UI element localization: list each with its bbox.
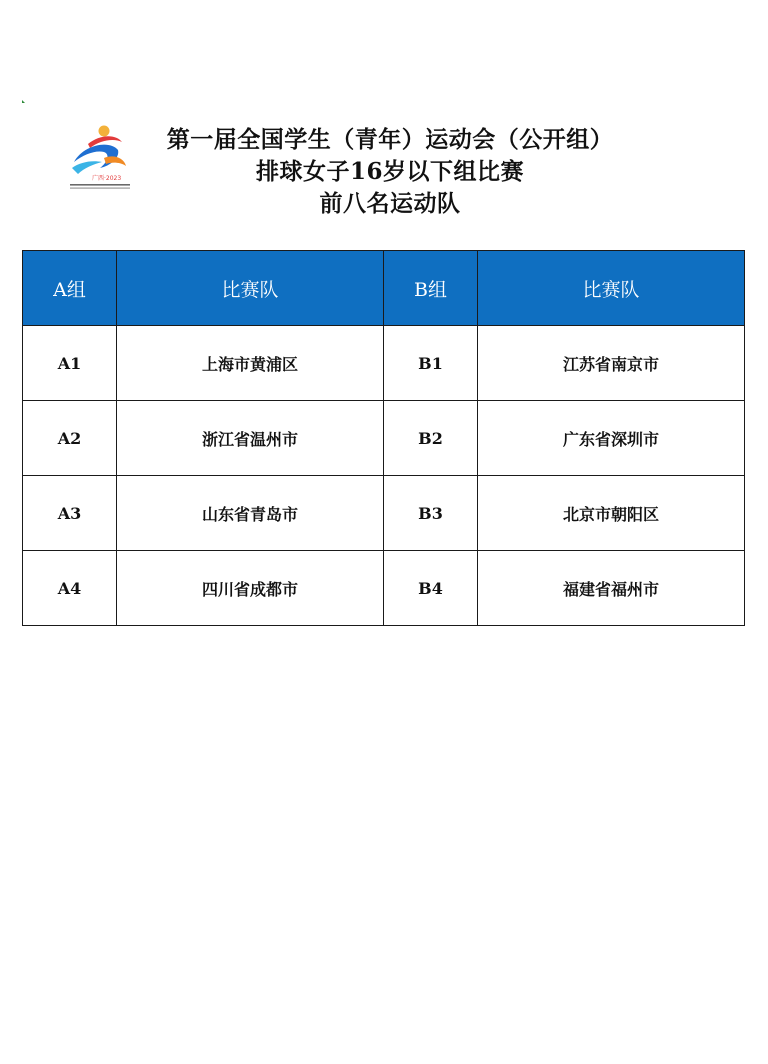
title-line-2: 排球女子16岁以下组比赛 (255, 158, 524, 185)
a-code-cell: A3 (23, 476, 117, 551)
table-row (23, 401, 745, 476)
table-row (23, 476, 745, 551)
b-code-cell: B4 (384, 551, 478, 626)
b-code-cell: B1 (384, 326, 478, 401)
b-team-cell: 北京市朝阳区 (478, 476, 745, 551)
title-line-1: 第一届全国学生（青年）运动会（公开组） (166, 126, 614, 153)
header-team-b: 比赛队 (478, 251, 745, 326)
a-team-cell: 上海市黄浦区 (117, 326, 384, 401)
table-row (23, 326, 745, 401)
a-team-cell: 四川省成都市 (117, 551, 384, 626)
logo-caption: 广西·2023 (92, 175, 122, 182)
header-team-a: 比赛队 (117, 251, 384, 326)
title-line-3: 前八名运动队 (319, 190, 461, 217)
games-logo-graphic (58, 118, 142, 192)
a-code-cell: A1 (23, 326, 117, 401)
games-logo (58, 118, 142, 192)
a-team-cell: 山东省青岛市 (117, 476, 384, 551)
b-code-cell: B3 (384, 476, 478, 551)
b-code-cell: B2 (384, 401, 478, 476)
b-team-cell: 广东省深圳市 (478, 401, 745, 476)
teams-table (22, 250, 745, 626)
a-code-cell: A2 (23, 401, 117, 476)
table-header-row (23, 251, 745, 326)
b-team-cell: 江苏省南京市 (478, 326, 745, 401)
page-title (148, 124, 632, 220)
corner-mark (22, 100, 25, 103)
header-group-a: A组 (23, 251, 117, 326)
b-team-cell: 福建省福州市 (478, 551, 745, 626)
header-group-b: B组 (384, 251, 478, 326)
a-team-cell: 浙江省温州市 (117, 401, 384, 476)
a-code-cell: A4 (23, 551, 117, 626)
table-row (23, 551, 745, 626)
